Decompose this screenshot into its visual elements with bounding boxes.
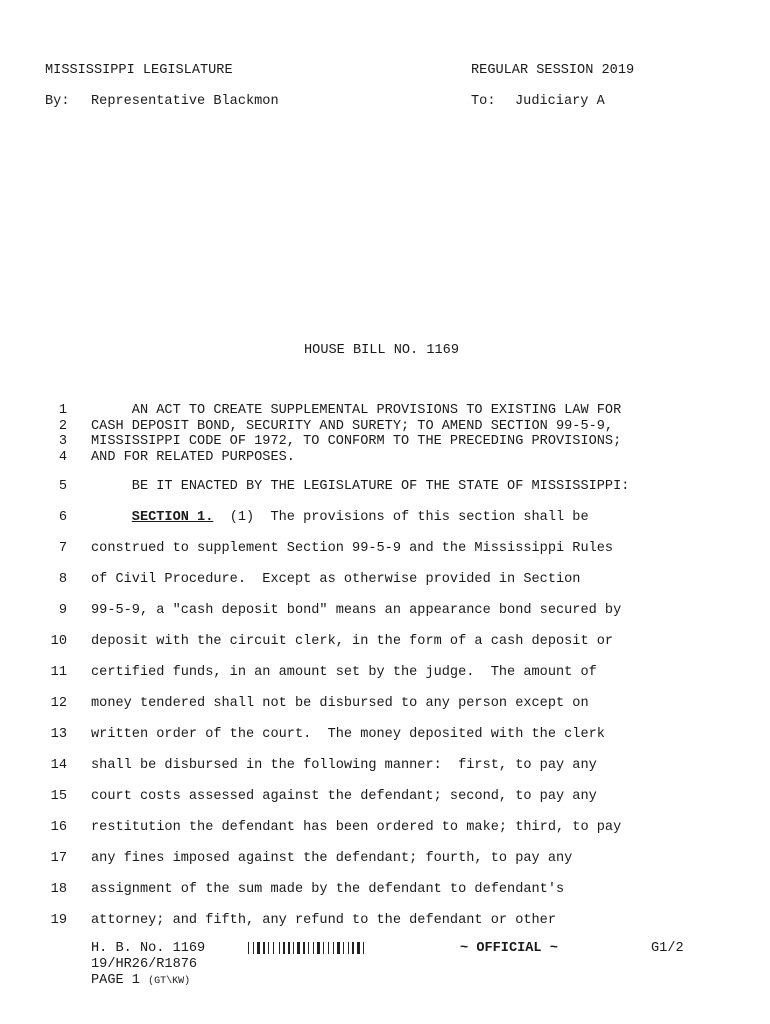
line-number: 7 bbox=[58, 541, 67, 556]
bill-title: HOUSE BILL NO. 1169 bbox=[304, 343, 459, 358]
sponsor-name: Representative Blackmon bbox=[91, 94, 279, 109]
section-text: (1) The provisions of this section shall be bbox=[213, 510, 589, 525]
line-number: 10 bbox=[50, 634, 67, 649]
line-text bbox=[91, 510, 589, 526]
footer-page bbox=[91, 973, 190, 990]
line-text: certified funds, in an amount set by the judge. The amount of bbox=[91, 665, 597, 680]
line-text: restitution the defendant has been ordered to make; third, to pay bbox=[91, 820, 622, 835]
line-number: 16 bbox=[50, 820, 67, 835]
line-number: 19 bbox=[50, 913, 67, 928]
line-text: CASH DEPOSIT BOND, SECURITY AND SURETY; TO AMEND SECTION 99-5-9, bbox=[91, 419, 614, 434]
line-text: any fines imposed against the defendant; fourth, to pay any bbox=[91, 851, 573, 866]
committee-label: To: bbox=[471, 94, 496, 109]
line-number: 6 bbox=[58, 510, 67, 525]
legislature-name: MISSISSIPPI LEGISLATURE bbox=[45, 63, 233, 78]
line-text: MISSISSIPPI CODE OF 1972, TO CONFORM TO THE PRECEDING PROVISIONS; bbox=[91, 434, 622, 449]
line-number: 14 bbox=[50, 758, 67, 773]
line-text: court costs assessed against the defendant; second, to pay any bbox=[91, 789, 597, 804]
line-text: AND FOR RELATED PURPOSES. bbox=[91, 450, 295, 465]
line-text: deposit with the circuit clerk, in the form of a cash deposit or bbox=[91, 634, 614, 649]
footer-official: ~ OFFICIAL ~ bbox=[460, 941, 558, 956]
footer-doc-id: 19/HR26/R1876 bbox=[91, 957, 198, 972]
section-heading: SECTION 1. bbox=[131, 510, 214, 525]
line-number: 11 bbox=[50, 665, 67, 680]
session-label: REGULAR SESSION 2019 bbox=[471, 63, 635, 78]
line-number: 13 bbox=[50, 727, 67, 742]
barcode-graphic bbox=[248, 942, 368, 954]
line-text: 99-5-9, a "cash deposit bond" means an appearance bond secured by bbox=[91, 603, 622, 618]
line-text: money tendered shall not be disbursed to any person except on bbox=[91, 696, 589, 711]
line-number: 4 bbox=[58, 450, 67, 465]
line-text: shall be disbursed in the following manner: first, to pay any bbox=[91, 758, 597, 773]
footer-page-code: G1/2 bbox=[651, 941, 684, 956]
footer-bill-number: H. B. No. 1169 bbox=[91, 941, 206, 956]
line-text: AN ACT TO CREATE SUPPLEMENTAL PROVISIONS TO EXISTING LAW FOR bbox=[91, 403, 622, 418]
committee-name: Judiciary A bbox=[515, 94, 605, 109]
line-text: attorney; and fifth, any refund to the defendant or other bbox=[91, 913, 556, 928]
line-number: 5 bbox=[58, 479, 67, 494]
line-number: 2 bbox=[58, 419, 67, 434]
line-number: 18 bbox=[50, 882, 67, 897]
line-number: 3 bbox=[58, 434, 67, 449]
line-text: construed to supplement Section 99-5-9 and the Mississippi Rules bbox=[91, 541, 614, 556]
line-text: BE IT ENACTED BY THE LEGISLATURE OF THE STATE OF MISSISSIPPI: bbox=[91, 479, 630, 494]
line-text: assignment of the sum made by the defendant to defendant's bbox=[91, 882, 565, 897]
line-number: 17 bbox=[50, 851, 67, 866]
line-number: 8 bbox=[58, 572, 67, 587]
line-text: of Civil Procedure. Except as otherwise provided in Section bbox=[91, 572, 581, 587]
line-number: 15 bbox=[50, 789, 67, 804]
footer-initials: (GT\KW) bbox=[148, 976, 191, 987]
line-text: written order of the court. The money deposited with the clerk bbox=[91, 727, 605, 742]
line-number: 9 bbox=[58, 603, 67, 618]
line-number: 1 bbox=[58, 403, 67, 418]
footer-page-number: PAGE 1 bbox=[91, 973, 140, 988]
line-number: 12 bbox=[50, 696, 67, 711]
sponsor-label: By: bbox=[45, 94, 70, 109]
